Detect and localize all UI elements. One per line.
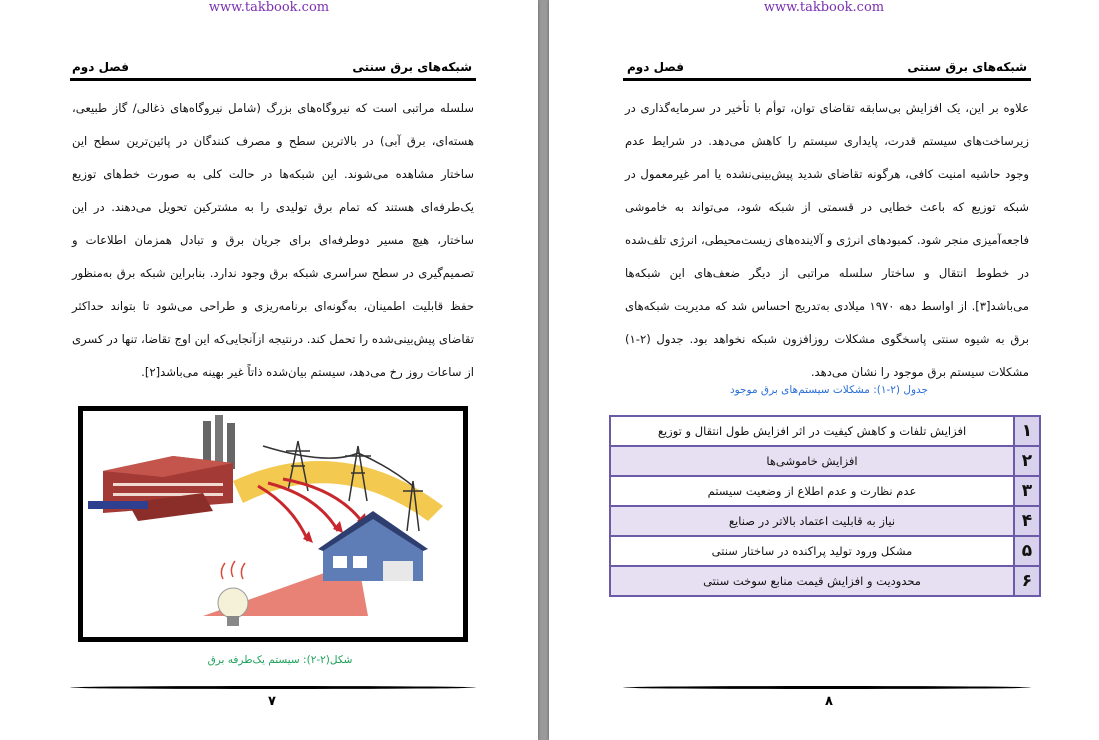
table-caption: جدول (۲-۱): مشکلات سیستم‌های برق موجود xyxy=(729,384,929,396)
site-url[interactable]: www.takbook.com xyxy=(763,0,885,15)
row-number: ۴ xyxy=(1014,506,1040,536)
book-title: شبکه‌های برق سنتی xyxy=(352,60,472,74)
table-row xyxy=(610,506,1040,536)
right-page xyxy=(549,0,1099,740)
row-text: افزایش خاموشی‌ها xyxy=(610,446,1014,476)
book-title: شبکه‌های برق سنتی xyxy=(907,60,1027,74)
left-paragraph: سلسله مراتبی است که نیروگاه‌های بزرگ (شامل نیروگاه‌های ذغالی/ گاز طبیعی، هسته‌ای، برق آبی) در بالاترین سطح و مصرف کنندگان در پائین‌ترین سطح این ساختار مشاهده می‌شوند. این شبکه‌ها در حالت کلی به صورت خط‌های توزیع یک‌طرفه‌ای هستند که تمام برق تولیدی را به مشترکین تحویل می‌دهند. در این ساختار، هیچ مسیر دوطرفه‌ای برای جریان برق و تبادل همزمان اطلاعات و تصمیم‌گیری در سطح سراسری شبکه برق وجود ندارد. بنابراین شبکه برق به‌منظور حفظ قابلیت اطمینان، به‌گونه‌ای برنامه‌ریزی و طراحی می‌شود تا بتواند حداکثر تقاضای پیش‌بینی‌شده را تحمل کند. درنتیجه ازآنجایی‌که این اوج تقاضا، تنها در کسری از ساعات روز رخ می‌دهد، سیستم بیان‌شده ذاتاً غیر بهینه می‌باشد[۲]. xyxy=(72,101,474,379)
figure-caption: شکل(۲-۲): سیستم یک‌طرفه برق xyxy=(207,654,353,666)
row-number: ۶ xyxy=(1014,566,1040,596)
table-row xyxy=(610,566,1040,596)
row-number: ۱ xyxy=(1014,416,1040,446)
grid-illustration xyxy=(83,411,463,637)
chapter-label: فصل دوم xyxy=(627,60,684,74)
page-number: ۸ xyxy=(825,694,833,709)
header-divider xyxy=(623,78,1031,81)
row-number: ۵ xyxy=(1014,536,1040,566)
problems-table xyxy=(609,415,1041,597)
page-header xyxy=(72,60,472,80)
site-url[interactable]: www.takbook.com xyxy=(208,0,330,15)
page-number: ۷ xyxy=(268,694,276,709)
row-number: ۲ xyxy=(1014,446,1040,476)
row-text: محدودیت و افزایش قیمت منابع سوخت سنتی xyxy=(610,566,1014,596)
row-text: نیاز به قابلیت اعتماد بالاتر در صنایع xyxy=(610,506,1014,536)
footer-divider xyxy=(623,686,1031,689)
table-row xyxy=(610,446,1040,476)
one-way-grid-figure xyxy=(78,406,468,642)
chapter-label: فصل دوم xyxy=(72,60,129,74)
right-body-text xyxy=(625,92,1029,389)
page-header xyxy=(627,60,1027,80)
header-divider xyxy=(70,78,476,81)
row-text: عدم نظارت و عدم اطلاع از وضعیت سیستم xyxy=(610,476,1014,506)
footer-divider xyxy=(70,686,476,689)
table-row xyxy=(610,416,1040,446)
table-row xyxy=(610,476,1040,506)
row-text: مشکل ورود تولید پراکنده در ساختار سنتی xyxy=(610,536,1014,566)
row-number: ۳ xyxy=(1014,476,1040,506)
table-row xyxy=(610,536,1040,566)
row-text: افزایش تلفات و کاهش کیفیت در اثر افزایش طول انتقال و توزیع xyxy=(610,416,1014,446)
left-page xyxy=(0,0,538,740)
left-body-text xyxy=(72,92,474,389)
right-paragraph: علاوه بر این، یک افزایش بی‌سابقه تقاضای توان، توأم با تأخیر در سرمایه‌گذاری در زیرساخت‌های سیستم قدرت، پایداری سیستم را کاهش می‌دهد. در شرایط عدم وجود حاشیه امنیت کافی، هرگونه تقاضای شدید پیش‌بینی‌نشده یا امر غیرمعمول در شبکه توزیع که باعث خطایی در قسمتی از شبکه شود، می‌تواند به خاموشی فاجعه‌آمیزی منجر شود. کمبودهای انرژی و آلاینده‌های زیست‌محیطی، انرژی تلف‌شده در خطوط انتقال و ساختار سلسله مراتبی از دیگر ضعف‌های این شبکه‌ها می‌باشد[۳]. از اواسط دهه ۱۹۷۰ میلادی به‌تدریج احساس شد که مدیریت شبکه‌های برق به شیوه سنتی پاسخگوی مشکلات روزافزون شبکه نخواهد بود. جدول (۲-۱) مشکلات سیستم برق موجود را نشان می‌دهد. xyxy=(625,101,1029,379)
